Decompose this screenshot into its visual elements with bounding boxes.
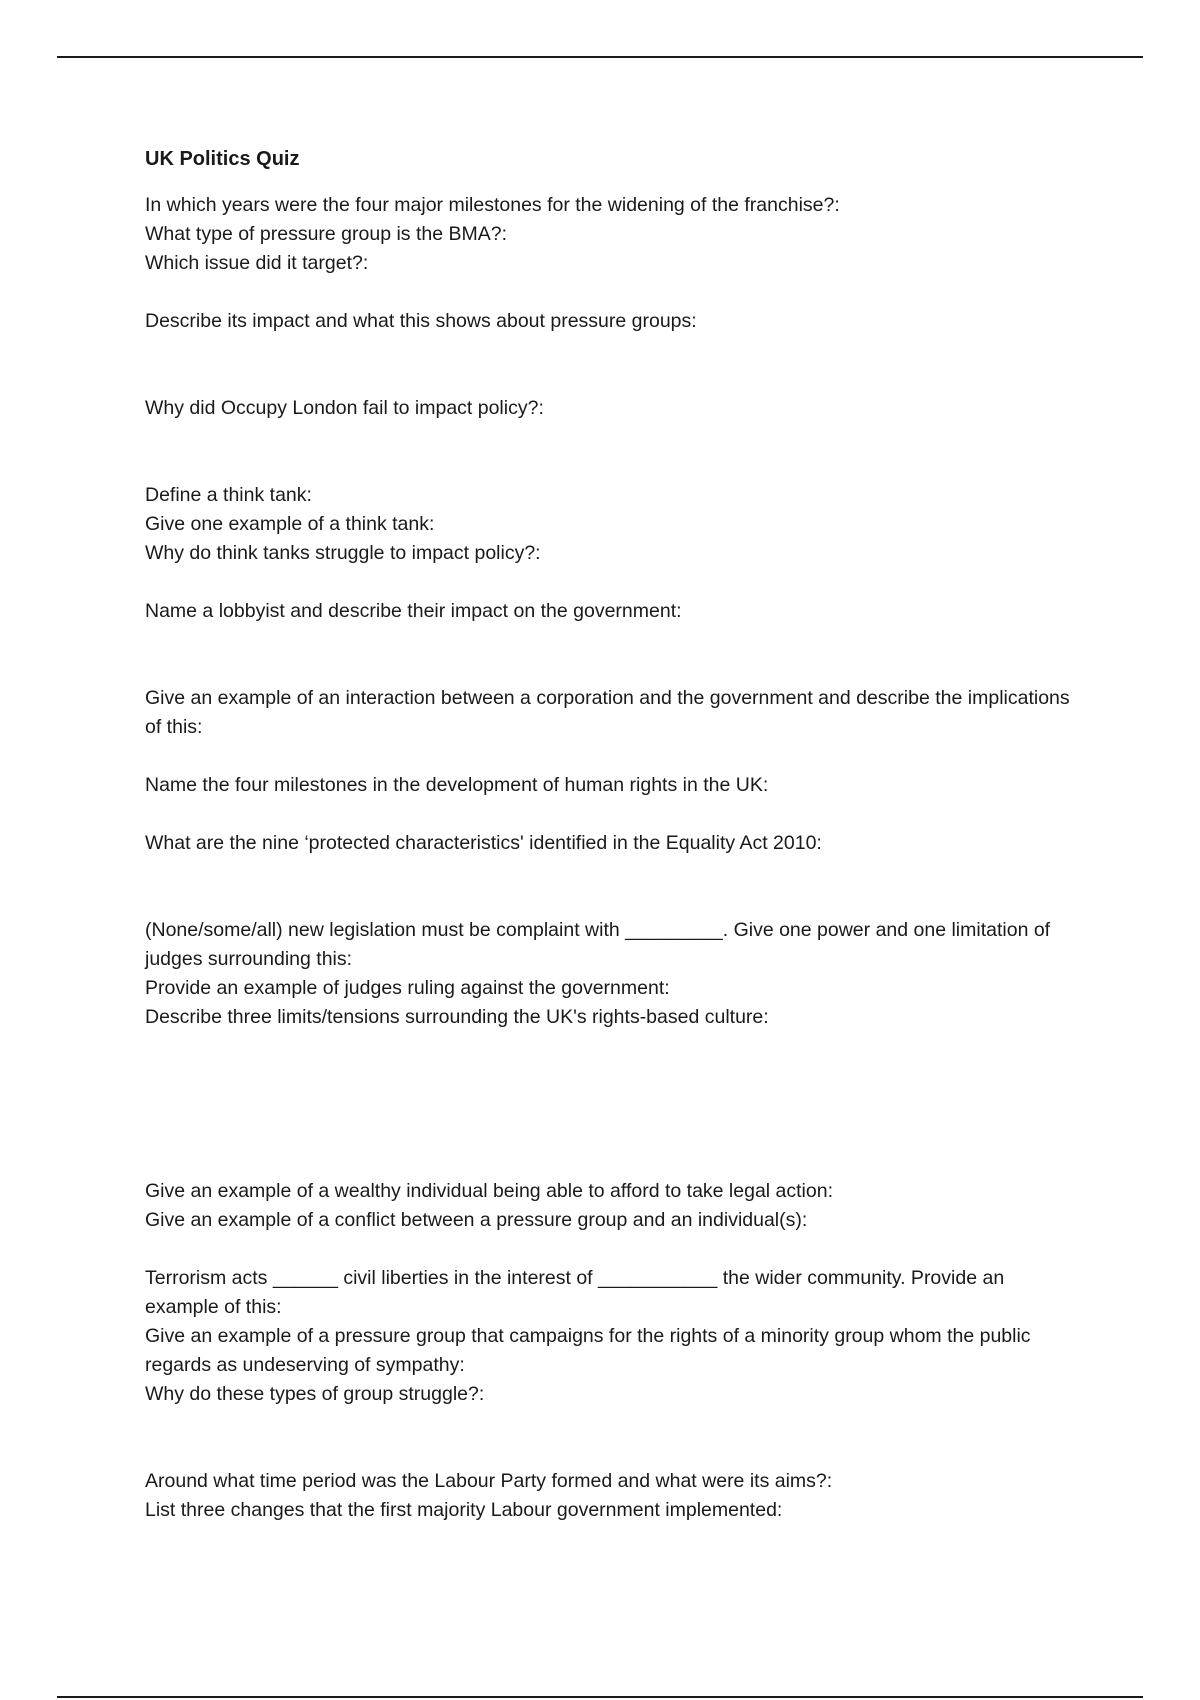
question-11: Name the four milestones in the development of human rights in the UK: [145,774,769,796]
question-14: Provide an example of judges ruling against the government: [145,977,670,999]
header-rule [57,56,1143,58]
question-22: List three changes that the first majority Labour government implemented: [145,1499,783,1521]
question-19: Give an example of a pressure group that campaigns for the rights of a minority group whom the public regards as undeserving of sympathy: [145,1325,1036,1376]
question-12: What are the nine ‘protected characteristics' identified in the Equality Act 2010: [145,832,822,854]
question-15: Describe three limits/tensions surrounding the UK's rights-based culture: [145,1006,769,1028]
question-20: Why do these types of group struggle?: [145,1383,485,1405]
question-17: Give an example of a conflict between a pressure group and an individual(s): [145,1209,808,1231]
question-13: (None/some/all) new legislation must be complaint with _________. Give one power and one limitation of judges surrounding this: [145,919,1056,970]
question-5: Why did Occupy London fail to impact policy?: [145,397,544,419]
question-4: Describe its impact and what this shows about pressure groups: [145,310,697,332]
question-10: Give an example of an interaction between a corporation and the government and describe the implications of this: [145,687,1076,738]
question-1: In which years were the four major milestones for the widening of the franchise?: [145,194,840,216]
question-3: Which issue did it target?: [145,252,369,274]
question-16: Give an example of a wealthy individual being able to afford to take legal action: [145,1180,833,1202]
question-18: Terrorism acts ______ civil liberties in the interest of ___________ the wider community. Provide an example of this: [145,1267,1010,1318]
question-2: What type of pressure group is the BMA?: [145,223,508,245]
footer-rule [57,1696,1143,1698]
question-7: Give one example of a think tank: [145,513,435,535]
document-body [145,145,1075,1525]
question-21: Around what time period was the Labour Party formed and what were its aims?: [145,1470,833,1492]
question-9: Name a lobbyist and describe their impact on the government: [145,600,682,622]
document-title: UK Politics Quiz [145,148,300,170]
question-8: Why do think tanks struggle to impact policy?: [145,542,541,564]
question-6: Define a think tank: [145,484,312,506]
